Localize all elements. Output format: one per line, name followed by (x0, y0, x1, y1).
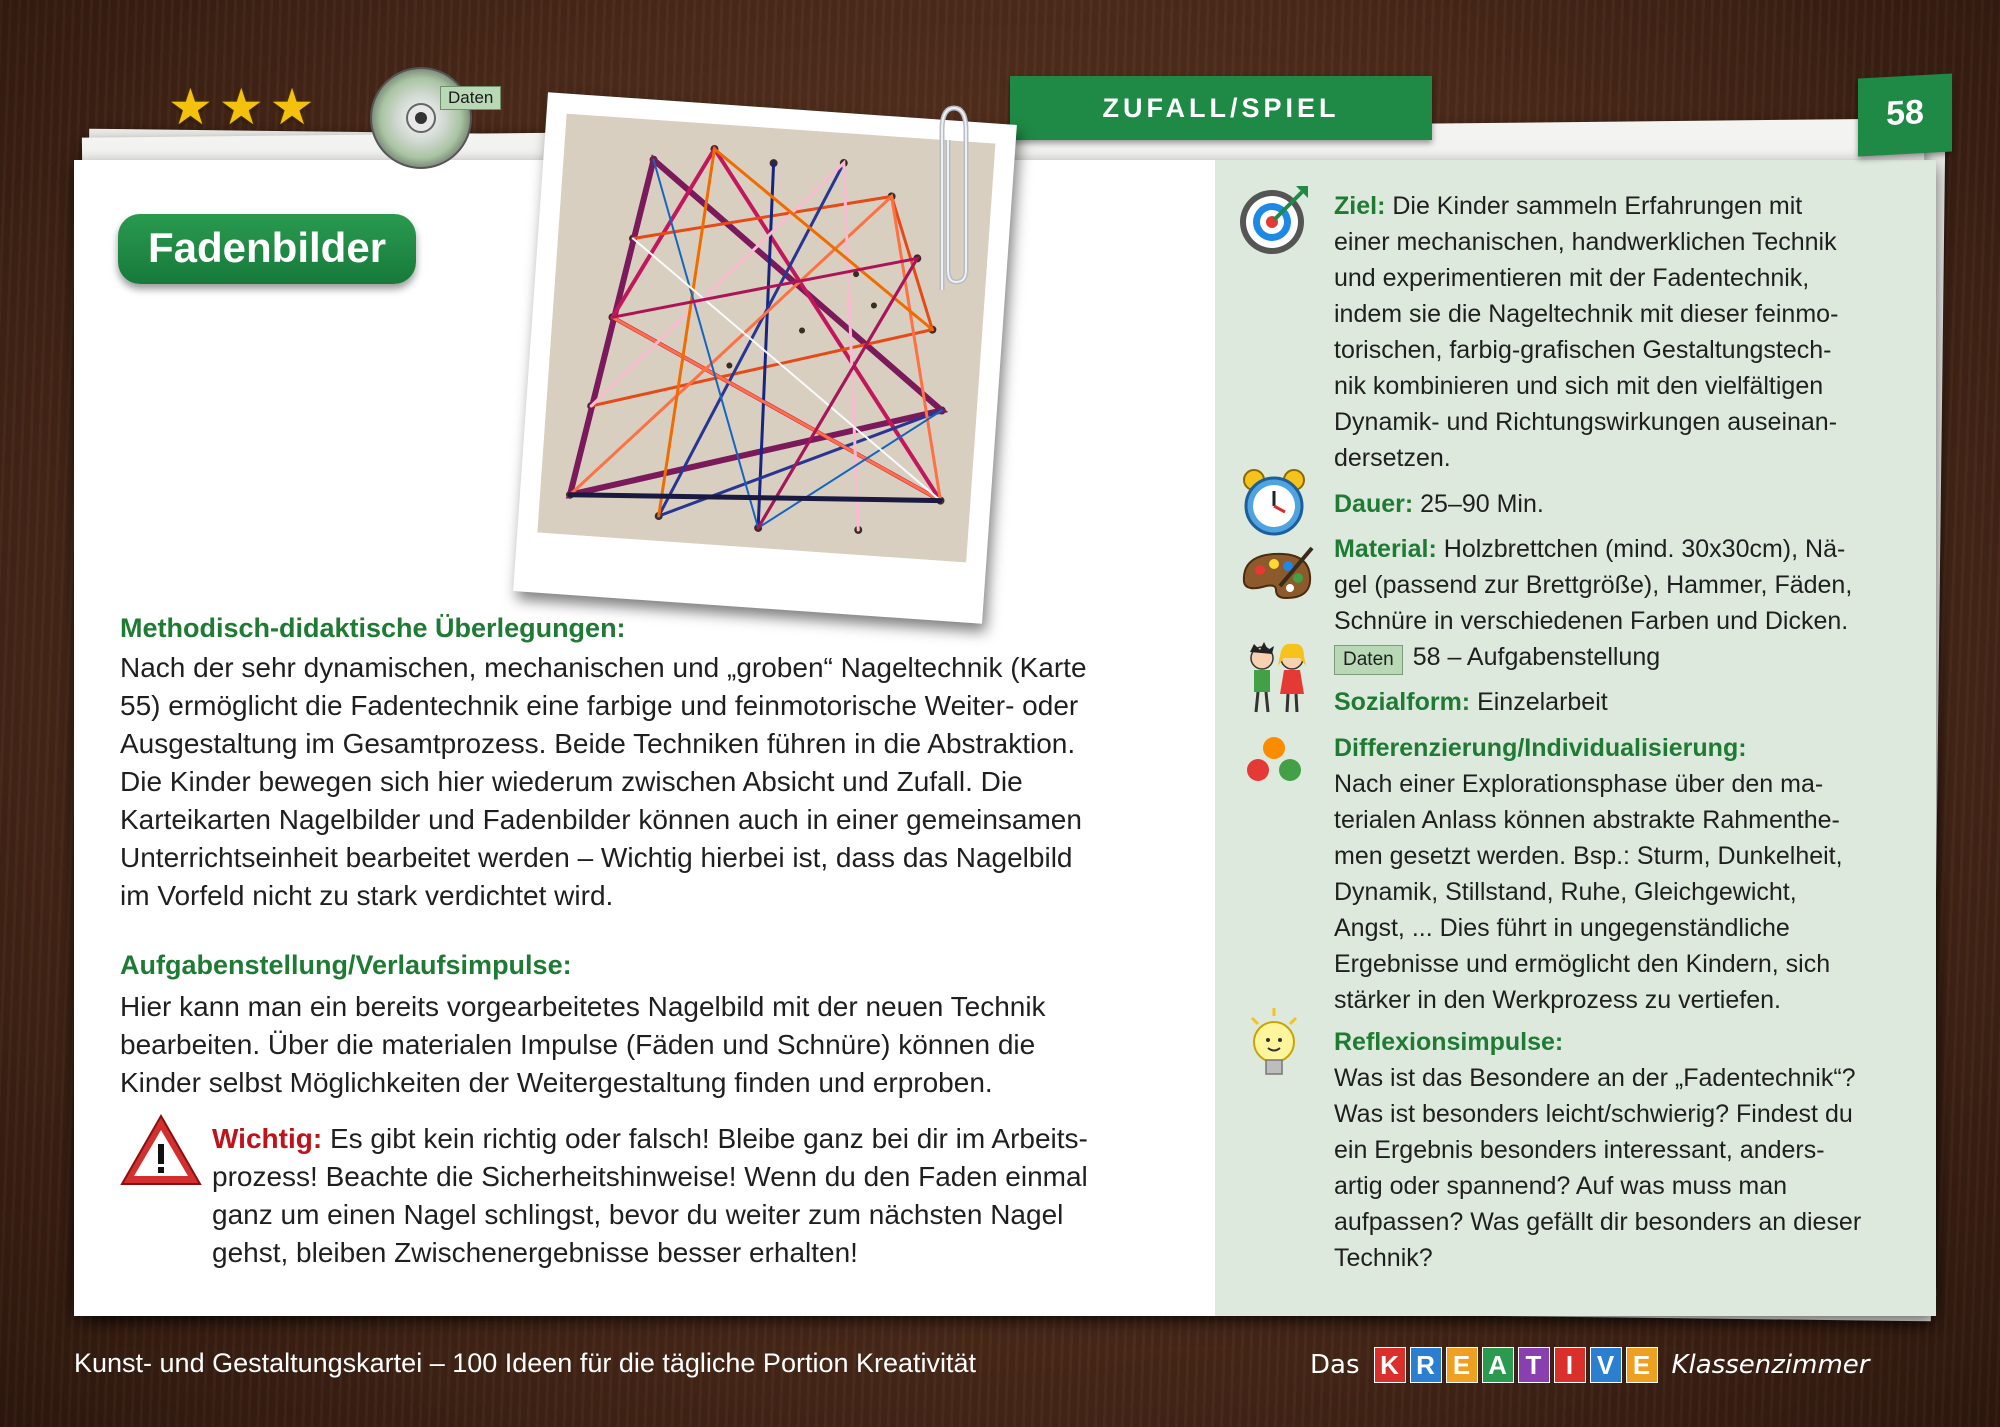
material-block: Material: Holzbrettchen (mind. 30x30cm), Nä- gel (passend zur Brettgröße), Hammer, Fäden, Schnüre in verschiedenen Farben und Dicken. Daten 58 – Aufgabenstellung (1334, 531, 1852, 675)
brand-letter: V (1590, 1347, 1622, 1383)
section-text-aufgabe: Hier kann man ein bereits vorgearbeitetes Nagelbild mit der neuen Technik bearbeiten. Über die materialen Impulse (Fäden und Schnüre) können die Kinder selbst Möglichkeiten der Weitergestaltung finden und erproben. (120, 991, 1046, 1098)
lightbulb-icon (1246, 1008, 1302, 1088)
category-tab: ZUFALL/SPIEL (1010, 76, 1432, 140)
paint-palette-icon (1236, 546, 1316, 606)
colored-balls-icon (1242, 734, 1306, 786)
cd-data-badge: Daten (440, 86, 501, 110)
material-label: Material: (1334, 535, 1437, 563)
dauer-block: Dauer: 25–90 Min. (1334, 490, 1544, 518)
warning-label: Wichtig: (212, 1123, 323, 1154)
section-heading-aufgabe: Aufgabenstellung/Verlaufsimpulse: (120, 950, 572, 980)
children-icon (1240, 640, 1314, 720)
reflexion-block: Reflexionsimpulse: Was ist das Besondere an der „Fadentechnik“? Was ist besonders leicht/schwierig? Findest du ein Ergebnis besonders interessant, anders- artig oder spannend? Auf was muss man aufpassen? Was gefällt dir besonders an dieser Technik? (1334, 1028, 1862, 1272)
differenzierung-block: Differenzierung/Individualisierung: Nach einer Explorationsphase über den ma- terialen Anlass können abstrakte Rahmenthe- men gesetzt werden. Bsp.: Sturm, Dunkelheit, Dynamik, Stillstand, Ruhe, Gleichgewicht, Angst, ... Dies führt in ungegenständliche Ergebnisse und ermöglicht den Kindern, sich stärker in den Werkprozess zu vertiefen. (1334, 734, 1843, 1014)
brand-suffix: Klassenzimmer (1671, 1350, 1870, 1380)
brand-letter: I (1554, 1347, 1586, 1383)
sozialform-block: Sozialform: Einzelarbeit (1334, 688, 1608, 716)
section-heading-methodik: Methodisch-didaktische Überlegungen: (120, 613, 626, 643)
warning-text: Wichtig: Es gibt kein richtig oder falsch! Bleibe ganz bei dir im Arbeits- prozess! Beachte die Sicherheitshinweise! Wenn du den Faden einmal ganz um einen Nagel schlingst, bevor du weiter zum nächsten Nagel gehst, bleiben Zwischenergebnisse besser erhalten! (212, 1123, 1088, 1268)
daten-badge: Daten (1334, 645, 1403, 675)
brand-letter: A (1482, 1347, 1514, 1383)
differenzierung-heading: Differenzierung/Individualisierung: (1334, 734, 1747, 762)
ziel-block: Ziel: Die Kinder sammeln Erfahrungen mit einer mechanischen, handwerklichen Technik und experimentieren mit der Fadentechnik, indem sie die Nageltechnik mit dieser feinmo- torischen, farbig-grafischen Gestaltungstech- nik kombinieren und sich mit den vielfältigen Dynamik- und Richtungswirkungen auseinan- dersetzen. (1334, 192, 1839, 472)
brand-letter: R (1410, 1347, 1442, 1383)
string-art-image (537, 114, 995, 563)
page-number: 58 (1858, 74, 1952, 157)
brand-letter: T (1518, 1347, 1550, 1383)
target-icon (1236, 182, 1310, 256)
cd-disc-icon (366, 60, 476, 170)
alarm-clock-icon (1238, 466, 1310, 538)
section-text-methodik: Nach der sehr dynamischen, mechanischen und „groben“ Nageltechnik (Karte 55) ermöglicht die Fadentechnik eine farbige und feinmotorische Weiter- oder Ausgestaltung im Gesamtprozess. Beide Techniken führen in die Abstraktion. Die Kinder bewegen sich hier wiederum zwischen Absicht und Zufall. Die Karteikarten Nagelbilder und Fadenbilder können auch in einer gemeinsamen Unterrichtseinheit bearbeitet werden – Wichtig hierbei ist, dass das Nagelbild im Vorfeld nicht zu stark verdichtet wird. (120, 652, 1087, 911)
difficulty-stars: ★★★ (168, 79, 321, 135)
card-title: Fadenbilder (118, 214, 416, 284)
reflexion-heading: Reflexionsimpulse: (1334, 1028, 1564, 1056)
brand-logo (1310, 1340, 1869, 1390)
brand-letter: E (1626, 1347, 1658, 1383)
warning-triangle-icon (118, 1112, 204, 1190)
dauer-label: Dauer: (1334, 490, 1414, 518)
brand-letter: E (1446, 1347, 1478, 1383)
paperclip-icon (930, 100, 976, 300)
sozialform-label: Sozialform: (1334, 688, 1471, 716)
brand-prefix: Das (1310, 1350, 1360, 1380)
ziel-label: Ziel: (1334, 192, 1386, 220)
footer-text: Kunst- und Gestaltungskartei – 100 Ideen für die tägliche Portion Kreativität (74, 1348, 977, 1378)
brand-letter: K (1374, 1347, 1406, 1383)
